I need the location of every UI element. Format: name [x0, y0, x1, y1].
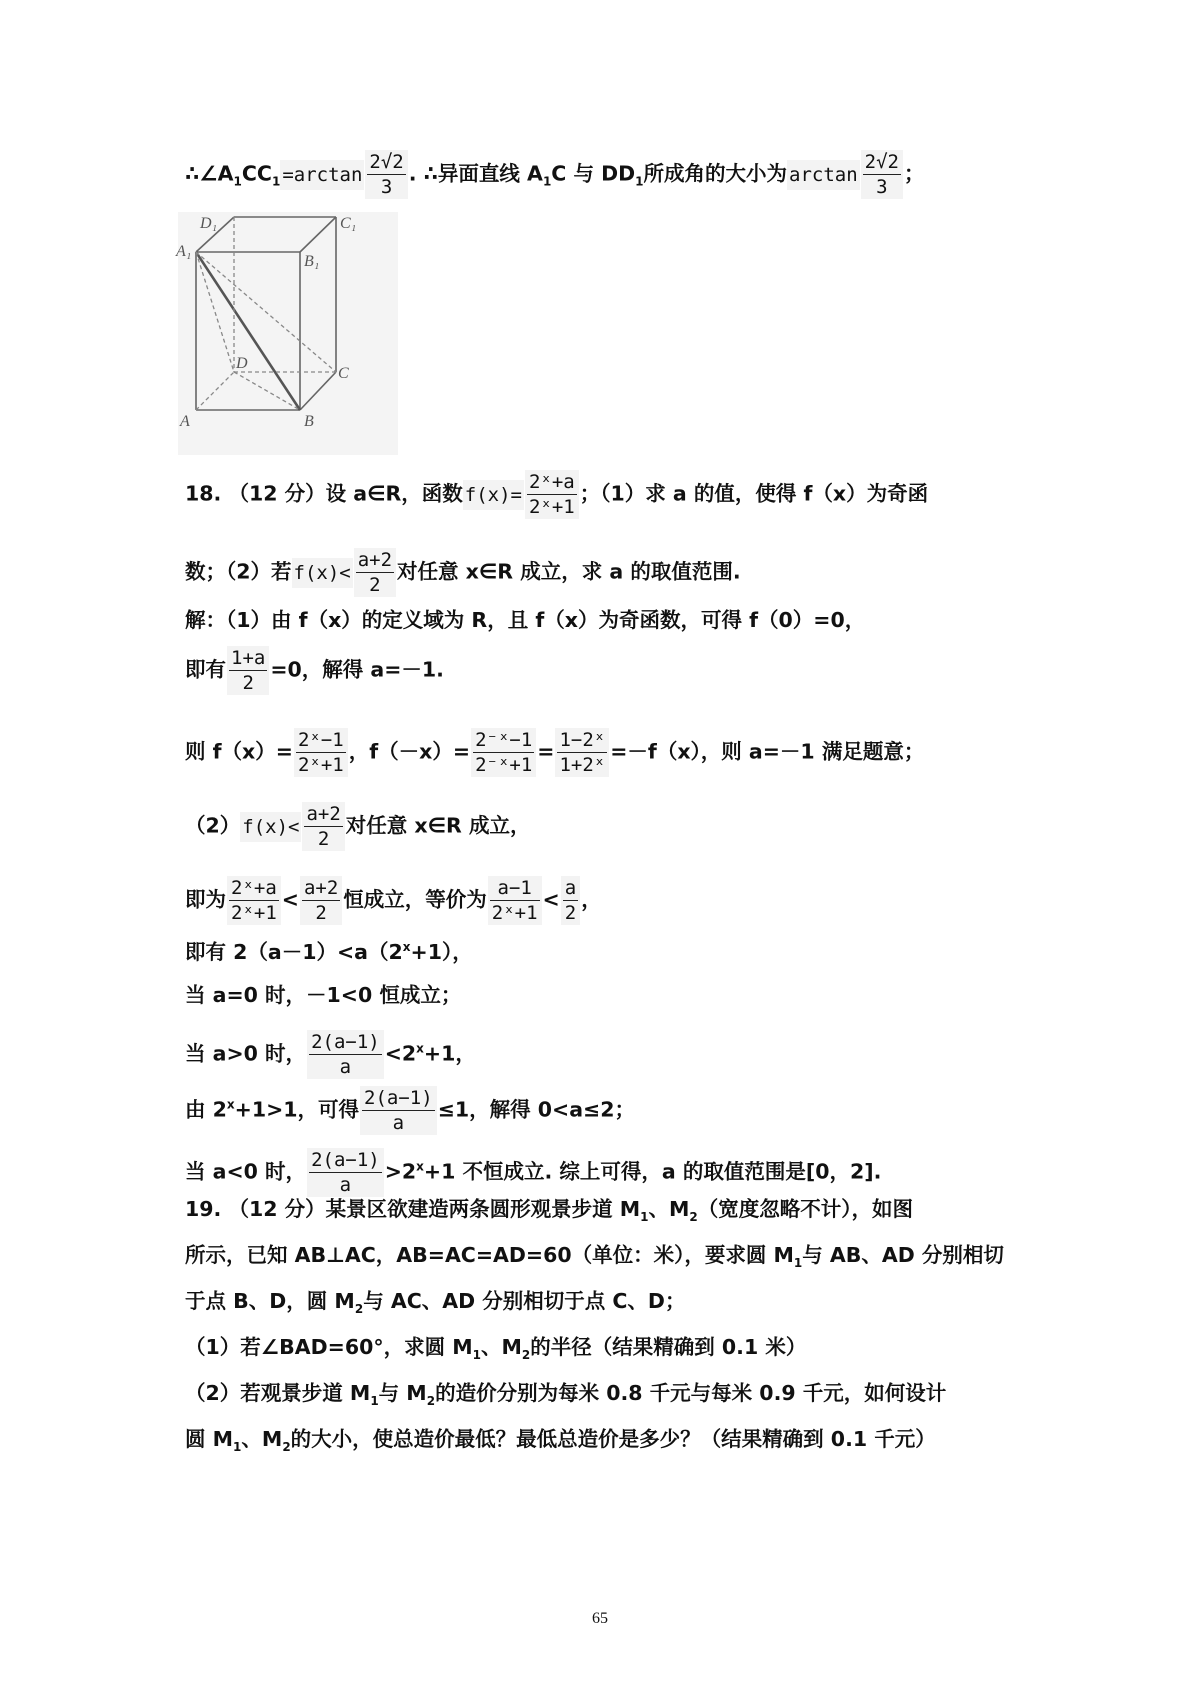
label-a: A [180, 413, 190, 430]
subscript: 1 [370, 1394, 379, 1409]
text: 所成角的大小为 [643, 161, 788, 186]
fraction [525, 470, 579, 519]
text: （2） [185, 813, 241, 838]
superscript: x [226, 1097, 235, 1112]
q18-line-4 [185, 646, 1045, 695]
text: 对任意 x∈R 成立， [345, 813, 531, 838]
numerator: a+2 [306, 803, 341, 825]
text: =－f（x），则 a=－1 满足题意； [610, 739, 925, 764]
subscript: 1 [233, 1440, 242, 1455]
text: 则 f（x）= [185, 739, 293, 764]
fraction [861, 150, 903, 199]
subscript: 2 [354, 1302, 364, 1317]
q19-line-5 [185, 1378, 1045, 1416]
denominator: 2 [315, 902, 327, 924]
q19-line-3 [185, 1286, 1045, 1324]
numerator: 2ˣ+a [528, 471, 575, 493]
text: ， [581, 887, 602, 912]
numerator: 1+a [231, 647, 266, 669]
text: 即有 2（a－1）<a（2 [185, 939, 403, 964]
text: +1， [423, 1041, 476, 1066]
subscript: 1 [472, 1348, 481, 1363]
text: 19. （12 分）某景区欲建造两条圆形观景步道 M [185, 1197, 641, 1221]
label-d: D [236, 355, 248, 372]
text: 、M [241, 1427, 283, 1451]
text: 当 a=0 时，－1<0 恒成立； [185, 983, 462, 1007]
q18-line-9 [185, 980, 1045, 1010]
denominator: 2ˣ+1 [528, 496, 575, 518]
text: 解：（1）由 f（x）的定义域为 R，且 f（x）为奇函数，可得 f（0）=0， [185, 608, 866, 632]
fraction [302, 802, 344, 851]
text: （宽度忽略不计），如图 [697, 1197, 914, 1221]
subscript: 2 [426, 1394, 436, 1409]
numerator: a+2 [303, 877, 339, 899]
denominator: 2 [242, 672, 254, 694]
q18-line-8 [185, 932, 1045, 967]
text: 与 AB、AD 分别相切 [802, 1243, 1004, 1267]
fraction [354, 548, 396, 597]
text: =0，解得 a=－1. [270, 657, 444, 682]
text: C 与 DD [551, 161, 636, 186]
denominator: 2 [317, 828, 330, 850]
denominator: 2ˣ+1 [297, 754, 344, 776]
text: 恒成立，等价为 [343, 887, 487, 912]
math-fx: f(x)< [240, 812, 301, 842]
label-c1: C₁ [340, 215, 357, 232]
text: 18. （12 分）设 a∈R，函数 [185, 481, 463, 506]
numerator: 2ˣ+a [231, 877, 277, 899]
q19-line-6 [185, 1424, 1045, 1462]
label-c: C [338, 365, 349, 382]
numerator: 2√2 [864, 151, 899, 173]
numerator: a−1 [490, 876, 540, 901]
subscript: 1 [542, 174, 552, 189]
q18-line-3 [185, 605, 1045, 635]
subscript: 1 [635, 174, 644, 189]
text: 与 M [378, 1381, 427, 1405]
figure-background [178, 212, 398, 455]
text: +1 不恒成立. 综上可得，a 的取值范围是[0，2]. [423, 1159, 882, 1184]
subscript: 2 [521, 1348, 531, 1363]
page-number: 65 [592, 1610, 608, 1627]
q19-line-2 [185, 1240, 1045, 1278]
prism-figure [178, 212, 398, 455]
fraction [307, 1148, 384, 1197]
fraction [300, 876, 342, 925]
superscript: x [416, 1041, 424, 1056]
text: 与 AC、AD 分别相切于点 C、D； [363, 1289, 686, 1313]
subscript: 2 [689, 1210, 698, 1225]
math-fx: f(x)< [292, 558, 353, 588]
subscript: 1 [640, 1210, 649, 1225]
label-b1: B₁ [304, 253, 320, 270]
fraction [488, 876, 542, 925]
text: 即为 [185, 887, 226, 912]
text: 圆 M [185, 1427, 234, 1451]
numerator: 2(a−1) [311, 1149, 380, 1171]
q18-line-1 [185, 470, 1045, 519]
text: CC [241, 161, 272, 186]
math-arctan: arctan [787, 160, 860, 190]
denominator: 1+2ˣ [559, 754, 606, 776]
label-d1: D₁ [200, 215, 218, 232]
fraction [360, 1086, 437, 1135]
text: 于点 B、D，圆 M [185, 1289, 355, 1313]
text: 所示，已知 AB⊥AC，AB=AC=AD=60（单位：米），要求圆 M [185, 1243, 794, 1267]
q18-line-12 [185, 1148, 1045, 1197]
denominator: 2 [369, 574, 381, 596]
fraction [471, 728, 536, 777]
text: ；（1）求 a 的值，使得 f（x）为奇函 [579, 481, 929, 506]
fraction [227, 646, 269, 695]
text: +1）， [410, 939, 473, 964]
subscript: 1 [793, 1256, 803, 1271]
denominator: 3 [380, 176, 393, 198]
fraction [555, 728, 609, 777]
text: 当 a<0 时， [185, 1159, 307, 1184]
text: 对任意 x∈R 成立，求 a 的取值范围. [397, 559, 741, 584]
text: >2 [384, 1159, 417, 1184]
text: 、M [648, 1197, 690, 1221]
text: ∴∠A [185, 161, 234, 186]
subscript: 1 [271, 174, 281, 189]
text: < [542, 887, 560, 912]
text: ，f（－x）= [348, 739, 471, 764]
numerator: a [564, 877, 577, 899]
subscript: 1 [233, 174, 242, 189]
text: 由 2 [185, 1097, 227, 1122]
text: 、M [481, 1335, 522, 1359]
math-fx: f(x)= [463, 480, 524, 510]
numerator: 2ˣ−1 [297, 729, 344, 751]
q19-line-1 [185, 1194, 1045, 1232]
q18-line-7 [185, 876, 1045, 925]
text: （2）若观景步道 M [185, 1381, 371, 1405]
q18-line-6 [185, 802, 1045, 851]
text: 的大小，使总造价最低？最低总造价是多少？（结果精确到 0.1 千元） [290, 1427, 936, 1451]
text: = [537, 739, 555, 764]
text: <2 [384, 1041, 417, 1066]
denominator: 2 [564, 902, 577, 924]
text: ； [903, 161, 925, 186]
denominator: a [339, 1056, 352, 1078]
text: < [281, 887, 299, 912]
math-arctan: =arctan [280, 160, 364, 190]
numerator: 2(a−1) [364, 1087, 433, 1109]
label-b: B [304, 413, 314, 430]
denominator: 2ˣ+1 [231, 902, 277, 924]
q18-line-10 [185, 1030, 1045, 1079]
q18-line-5 [185, 728, 1045, 777]
text: （1）若∠BAD=60°，求圆 M [185, 1335, 473, 1359]
text: ≤1，解得 0<a≤2； [437, 1097, 635, 1122]
denominator: 2⁻ˣ+1 [475, 754, 533, 776]
superscript: x [416, 1159, 424, 1174]
text: 的半径（结果精确到 0.1 米） [530, 1335, 807, 1359]
subscript: 2 [282, 1440, 291, 1455]
conclusion-line [185, 150, 1045, 199]
fraction [294, 728, 348, 777]
q18-line-11 [185, 1086, 1045, 1135]
denominator: a [339, 1174, 352, 1196]
q19-line-4 [185, 1332, 1045, 1370]
denominator: 3 [876, 176, 888, 198]
text: 即有 [185, 657, 226, 682]
fraction [365, 150, 407, 199]
numerator: 2√2 [369, 151, 404, 173]
numerator: a+2 [357, 549, 393, 571]
denominator: 2ˣ+1 [491, 902, 538, 924]
numerator: 2(a−1) [311, 1031, 380, 1053]
superscript: x [402, 940, 411, 954]
fraction [307, 1030, 384, 1079]
fraction [227, 876, 281, 925]
fraction [561, 876, 580, 925]
text: 的造价分别为每米 0.8 千元与每米 0.9 千元，如何设计 [435, 1381, 947, 1405]
numerator: 1−2ˣ [559, 729, 606, 751]
text: 数；（2）若 [185, 559, 292, 584]
text: 当 a>0 时， [185, 1041, 307, 1066]
denominator: a [392, 1112, 405, 1134]
q18-line-2 [185, 548, 1045, 597]
numerator: 2⁻ˣ−1 [475, 729, 533, 751]
text: . ∴异面直线 A [408, 161, 543, 186]
text: +1>1，可得 [234, 1097, 360, 1122]
label-a1: A₁ [176, 243, 192, 260]
